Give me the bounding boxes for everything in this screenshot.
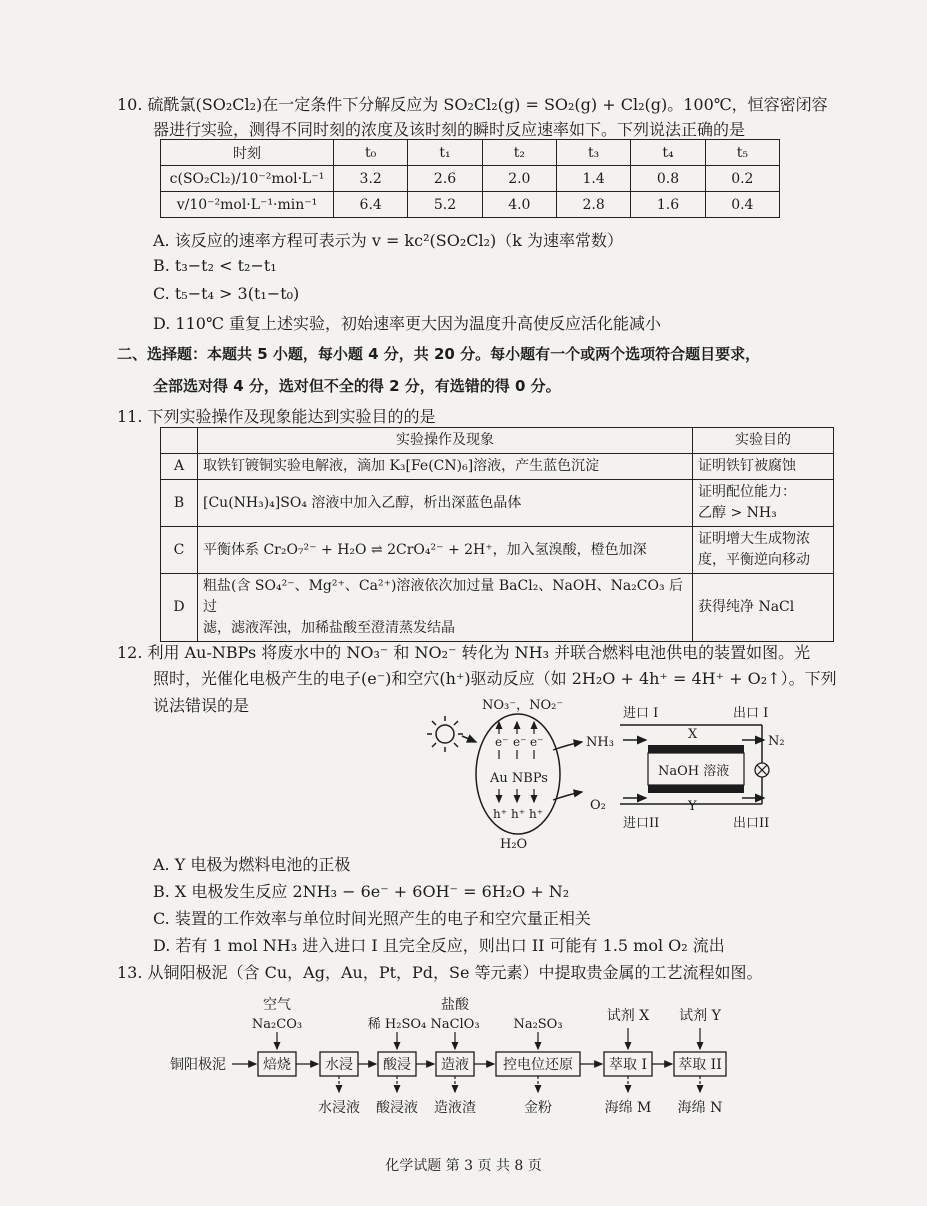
table-cell: c(SO₂Cl₂)/10⁻²mol·L⁻¹ (161, 166, 334, 192)
table-header-cell: 实验操作及现象 (198, 428, 693, 454)
flow-reagent: 试剂 Y (679, 1008, 721, 1024)
q11-stem: 11. 下列实验操作及现象能达到实验目的的是 (117, 407, 436, 426)
table-row (161, 480, 834, 527)
flow-output: 金粉 (524, 1100, 552, 1116)
flow-reagent: Na₂SO₃ (513, 1017, 563, 1032)
section2-line2: 全部选对得 4 分，选对但不全的得 2 分，有选错的得 0 分。 (153, 377, 561, 395)
table-cell: 0.2 (705, 166, 779, 192)
electron-label: e⁻ (513, 735, 527, 749)
table-cell: 0.8 (631, 166, 705, 192)
q12-option-d: D. 若有 1 mol NH₃ 进入进口 I 且完全反应，则出口 II 可能有 1.5 mol O₂ 流出 (153, 936, 725, 955)
table-row (161, 428, 834, 454)
inlet-2-label: 进口II (623, 816, 660, 831)
table-cell (198, 574, 693, 642)
q12-stem-line1: 12. 利用 Au-NBPs 将废水中的 NO₃⁻ 和 NO₂⁻ 转化为 NH₃ 并联合燃料电池供电的装置如图。光 (117, 643, 811, 662)
table-header-cell: t₃ (556, 140, 630, 166)
outlet-2-label: 出口II (733, 816, 770, 831)
table-cell: 1.6 (631, 192, 705, 218)
table-cell: 2.8 (556, 192, 630, 218)
table-header-cell (161, 428, 198, 454)
table-header-cell: t₁ (408, 140, 482, 166)
flow-reagent: 盐酸 (441, 997, 469, 1013)
q10-option-d: D. 110℃ 重复上述实验，初始速率更大因为温度升高使反应活化能减小 (153, 314, 661, 333)
q10-stem-line2: 器进行实验，测得不同时刻的浓度及该时刻的瞬时反应速率如下。下列说法正确的是 (153, 120, 746, 139)
flow-output: 酸浸液 (376, 1100, 418, 1116)
flow-step-label: 造液 (441, 1057, 469, 1073)
table-header-cell: 实验目的 (693, 428, 834, 454)
outlet-1-label: 出口 I (733, 706, 769, 721)
table-cell: 1.4 (556, 166, 630, 192)
flow-output: 造液渣 (434, 1100, 476, 1116)
table-cell (693, 480, 834, 527)
cell-line: 度，平衡逆向移动 (698, 552, 810, 568)
electron-label: e⁻ (495, 735, 509, 749)
electrolyte-label: NaOH 溶液 (658, 764, 730, 779)
table-row (161, 140, 780, 166)
lamp-icon (755, 763, 769, 777)
sun-icon (427, 716, 463, 752)
table-cell: v/10⁻²mol·L⁻¹·min⁻¹ (161, 192, 334, 218)
flow-reagent: 空气 (263, 997, 291, 1013)
electrode-x (648, 745, 744, 753)
inlet-1-label: 进口 I (623, 706, 659, 721)
table-cell: 2.0 (482, 166, 556, 192)
q12-option-a: A. Y 电极为燃料电池的正极 (153, 855, 351, 874)
row-letter: C (161, 527, 198, 574)
hole-label: h⁺ (493, 807, 508, 821)
q10-option-a: A. 该反应的速率方程可表示为 v = kc²(SO₂Cl₂)（k 为速率常数） (153, 231, 624, 250)
q13-stem: 13. 从铜阳极泥（含 Cu，Ag，Au，Pt，Pd，Se 等元素）中提取贵金属的工艺流程如图。 (117, 963, 763, 982)
q10-option-b: B. t₃−t₂ < t₂−t₁ (153, 256, 277, 275)
flow-step-label: 控电位还原 (503, 1057, 573, 1073)
flow-reagent: Na₂CO₃ (251, 1017, 303, 1032)
nh3-arrow (553, 742, 582, 750)
light-arrow (462, 736, 476, 742)
table-header-cell: t₂ (482, 140, 556, 166)
flow-reagent: 稀 H₂SO₄ (367, 1017, 427, 1032)
q10-option-c: C. t₅−t₄ > 3(t₁−t₀) (153, 284, 300, 303)
table-cell: 证明铁钉被腐蚀 (693, 454, 834, 480)
row-letter: A (161, 454, 198, 480)
table-cell: 获得纯净 NaCl (693, 574, 834, 642)
electrode-y (648, 785, 744, 793)
electron-label: e⁻ (530, 735, 544, 749)
cell-line: 滤，滤液浑浊，加稀盐酸至澄清蒸发结晶 (203, 620, 455, 636)
table-cell: 平衡体系 Cr₂O₇²⁻ + H₂O ⇌ 2CrO₄²⁻ + 2H⁺，加入氢溴酸，橙色加深 (198, 527, 693, 574)
flow-output: 海绵 M (604, 1100, 652, 1116)
catalyst-label: Au NBPs (490, 771, 548, 786)
hole-label: h⁺ (529, 807, 544, 821)
flow-output: 水浸液 (318, 1100, 360, 1116)
cell-line: 证明配位能力： (698, 484, 796, 500)
row-letter: D (161, 574, 198, 642)
table-cell (693, 527, 834, 574)
table-row (161, 192, 780, 218)
flow-step-label: 焙烧 (263, 1057, 291, 1073)
table-row (161, 574, 834, 642)
flow-reagent: NaClO₃ (430, 1017, 480, 1032)
flow-step-label: 萃取 II (678, 1057, 722, 1073)
water-label: H₂O (500, 837, 528, 852)
table-header-cell: t₄ (631, 140, 705, 166)
table-cell: [Cu(NH₃)₄]SO₄ 溶液中加入乙醇，析出深蓝色晶体 (198, 480, 693, 527)
q12-diagram (420, 692, 800, 857)
flow-start-label: 铜阳极泥 (170, 1057, 226, 1073)
table-row (161, 454, 834, 480)
flow-step-label: 萃取 I (609, 1057, 647, 1073)
table-cell: 5.2 (408, 192, 482, 218)
cell-line: 乙醇 > NH₃ (698, 505, 777, 521)
flow-output: 海绵 N (677, 1100, 723, 1116)
table-cell: 取铁钉镀铜实验电解液，滴加 K₃[Fe(CN)₆]溶液，产生蓝色沉淀 (198, 454, 693, 480)
table-cell: 2.6 (408, 166, 482, 192)
cell-line: 证明增大生成物浓 (698, 531, 810, 547)
table-header-cell: t₀ (334, 140, 408, 166)
q11-table (160, 427, 834, 642)
flow-reagent: 试剂 X (606, 1008, 650, 1024)
q10-table (160, 139, 780, 218)
hole-label: h⁺ (511, 807, 526, 821)
nitrate-nitrite-label: NO₃⁻，NO₂⁻ (482, 698, 564, 713)
table-header-cell: t₅ (705, 140, 779, 166)
nh3-label: NH₃ (586, 735, 614, 750)
electrode-y-label: Y (688, 799, 697, 814)
q12-stem-line3: 说法错误的是 (153, 696, 250, 715)
q12-option-b: B. X 电极发生反应 2NH₃ − 6e⁻ + 6OH⁻ = 6H₂O + N₂ (153, 882, 570, 901)
cell-line: 粗盐(含 SO₄²⁻、Mg²⁺、Ca²⁺)溶液依次加过量 BaCl₂、NaOH、Na₂CO₃ 后过 (203, 578, 684, 615)
table-row (161, 166, 780, 192)
q12-stem-line2: 照时，光催化电极产生的电子(e⁻)和空穴(h⁺)驱动反应（如 2H₂O + 4h⁺ = 4H⁺ + O₂↑）。下列 (153, 669, 837, 688)
table-cell: 4.0 (482, 192, 556, 218)
table-cell: 3.2 (334, 166, 408, 192)
table-cell: 6.4 (334, 192, 408, 218)
q12-option-c: C. 装置的工作效率与单位时间光照产生的电子和空穴量正相关 (153, 909, 591, 928)
n2-label: N₂ (768, 734, 785, 749)
electrode-x-label: X (688, 727, 698, 742)
row-letter: B (161, 480, 198, 527)
page-footer: 化学试题 第 3 页 共 8 页 (385, 1158, 542, 1174)
flow-step-label: 酸浸 (383, 1057, 411, 1073)
section2-line1: 二、选择题：本题共 5 小题，每小题 4 分，共 20 分。每小题有一个或两个选项符合题目要求， (117, 345, 761, 363)
flow-step-label: 水浸 (325, 1057, 353, 1073)
table-row (161, 527, 834, 574)
q13-flowchart (170, 990, 750, 1125)
table-header-cell: 时刻 (161, 140, 334, 166)
q10-stem-line1: 10. 硫酰氯(SO₂Cl₂)在一定条件下分解反应为 SO₂Cl₂(g) = SO₂(g) + Cl₂(g)。100℃，恒容密闭容 (117, 95, 828, 114)
o2-label: O₂ (590, 798, 606, 813)
table-cell: 0.4 (705, 192, 779, 218)
